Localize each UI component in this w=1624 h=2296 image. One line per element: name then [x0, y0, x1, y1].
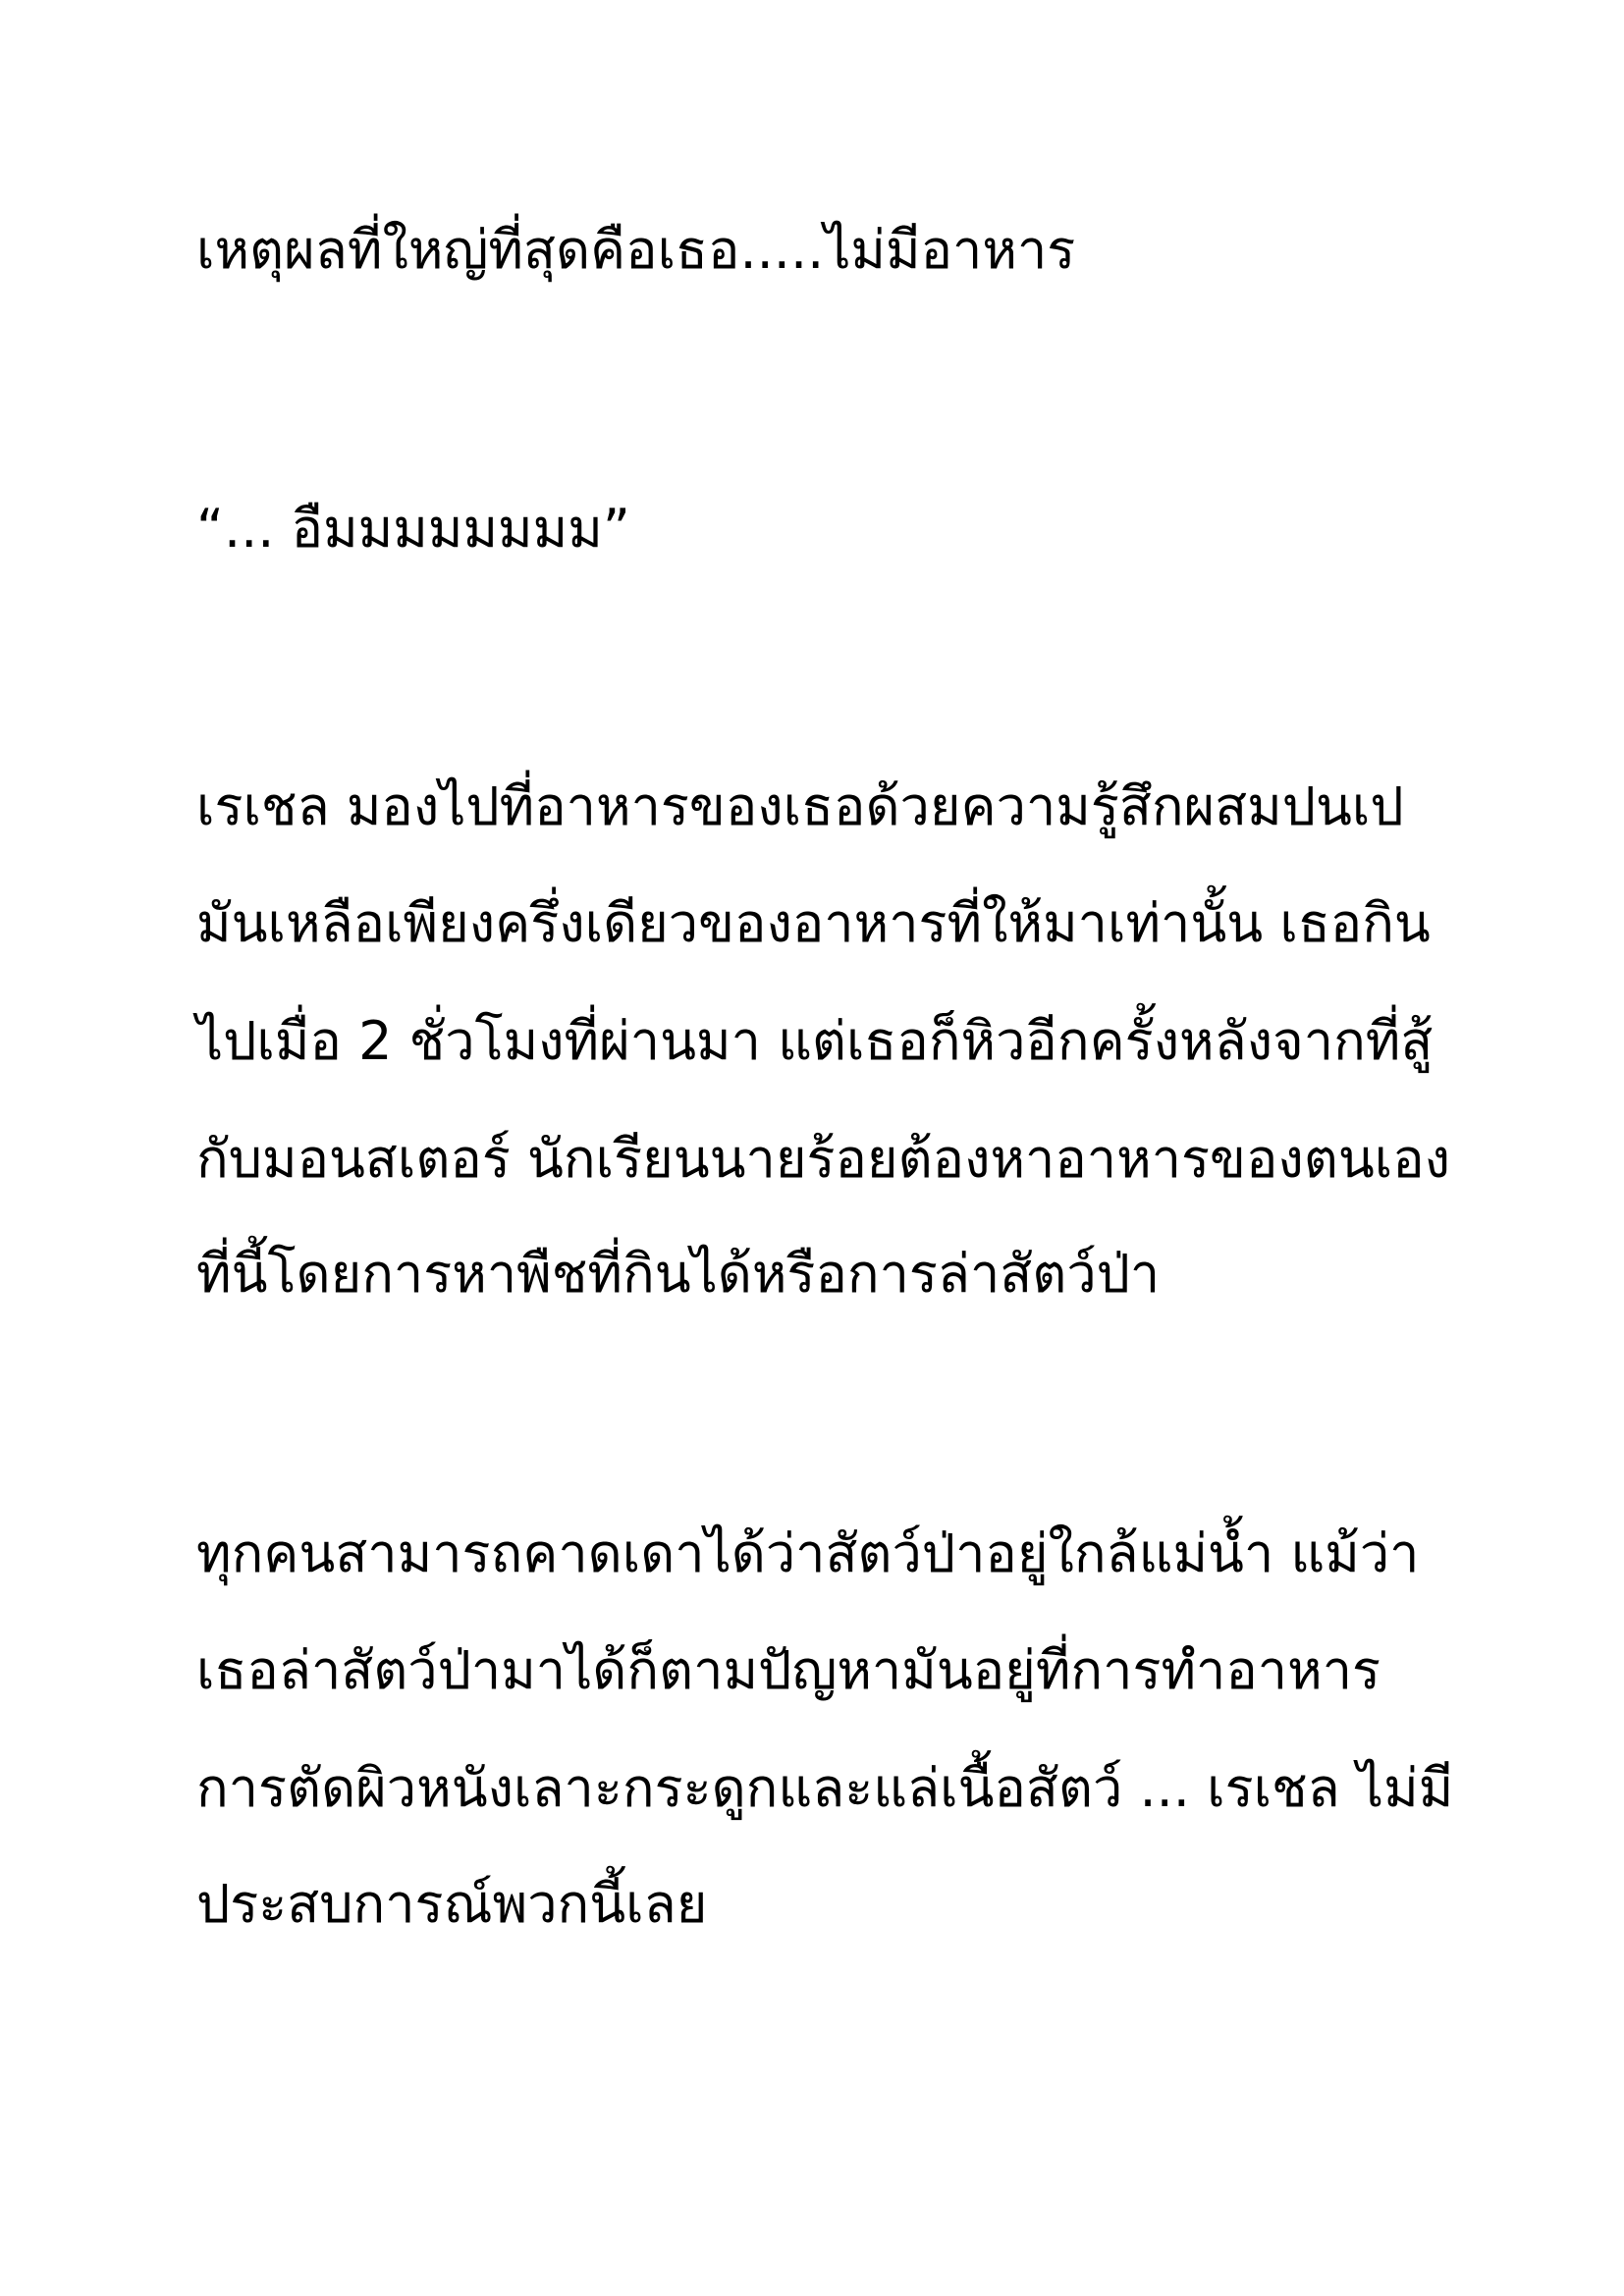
text-line: ประสบการณ์พวกนี้เลย [196, 1873, 708, 1935]
text-line: ที่นี้โดยการหาพืชที่กินได้หรือการล่าสัตว์ป่า [196, 1243, 1161, 1305]
text-line: กับมอนสเตอร์ นักเรียนนายร้อยต้องหาอาหารของตนเอง [196, 1128, 1450, 1190]
text-line: “... อืมมมมมมมม” [196, 498, 630, 560]
text-line: การตัดผิวหนังเลาะกระดูกและแล่เนื้อสัตว์ ... เรเชล ไม่มี [196, 1757, 1454, 1819]
text-line: ทุกคนสามารถคาดเดาได้ว่าสัตว์ป่าอยู่ใกล้แม่น้ำ แม้ว่า [196, 1522, 1420, 1584]
text-line: เธอล่าสัตว์ป่ามาได้ก็ตามปัญหามันอยู่ที่การทำอาหาร [196, 1639, 1381, 1701]
text-line: เหตุผลที่ใหญ่ที่สุดคือเธอ.....ไม่มีอาหาร [196, 219, 1076, 281]
text-line: มันเหลือเพียงครึ่งเดียวของอาหารที่ให้มาเท่านั้น เธอกิน [196, 892, 1431, 954]
text-line: ไปเมื่อ 2 ชั่วโมงที่ผ่านมา แต่เธอก็หิวอีกครั้งหลังจากที่สู้ [196, 1010, 1434, 1072]
text-line: เรเชล มองไปที่อาหารของเธอด้วยความรู้สึกผสมปนเป [196, 775, 1404, 837]
